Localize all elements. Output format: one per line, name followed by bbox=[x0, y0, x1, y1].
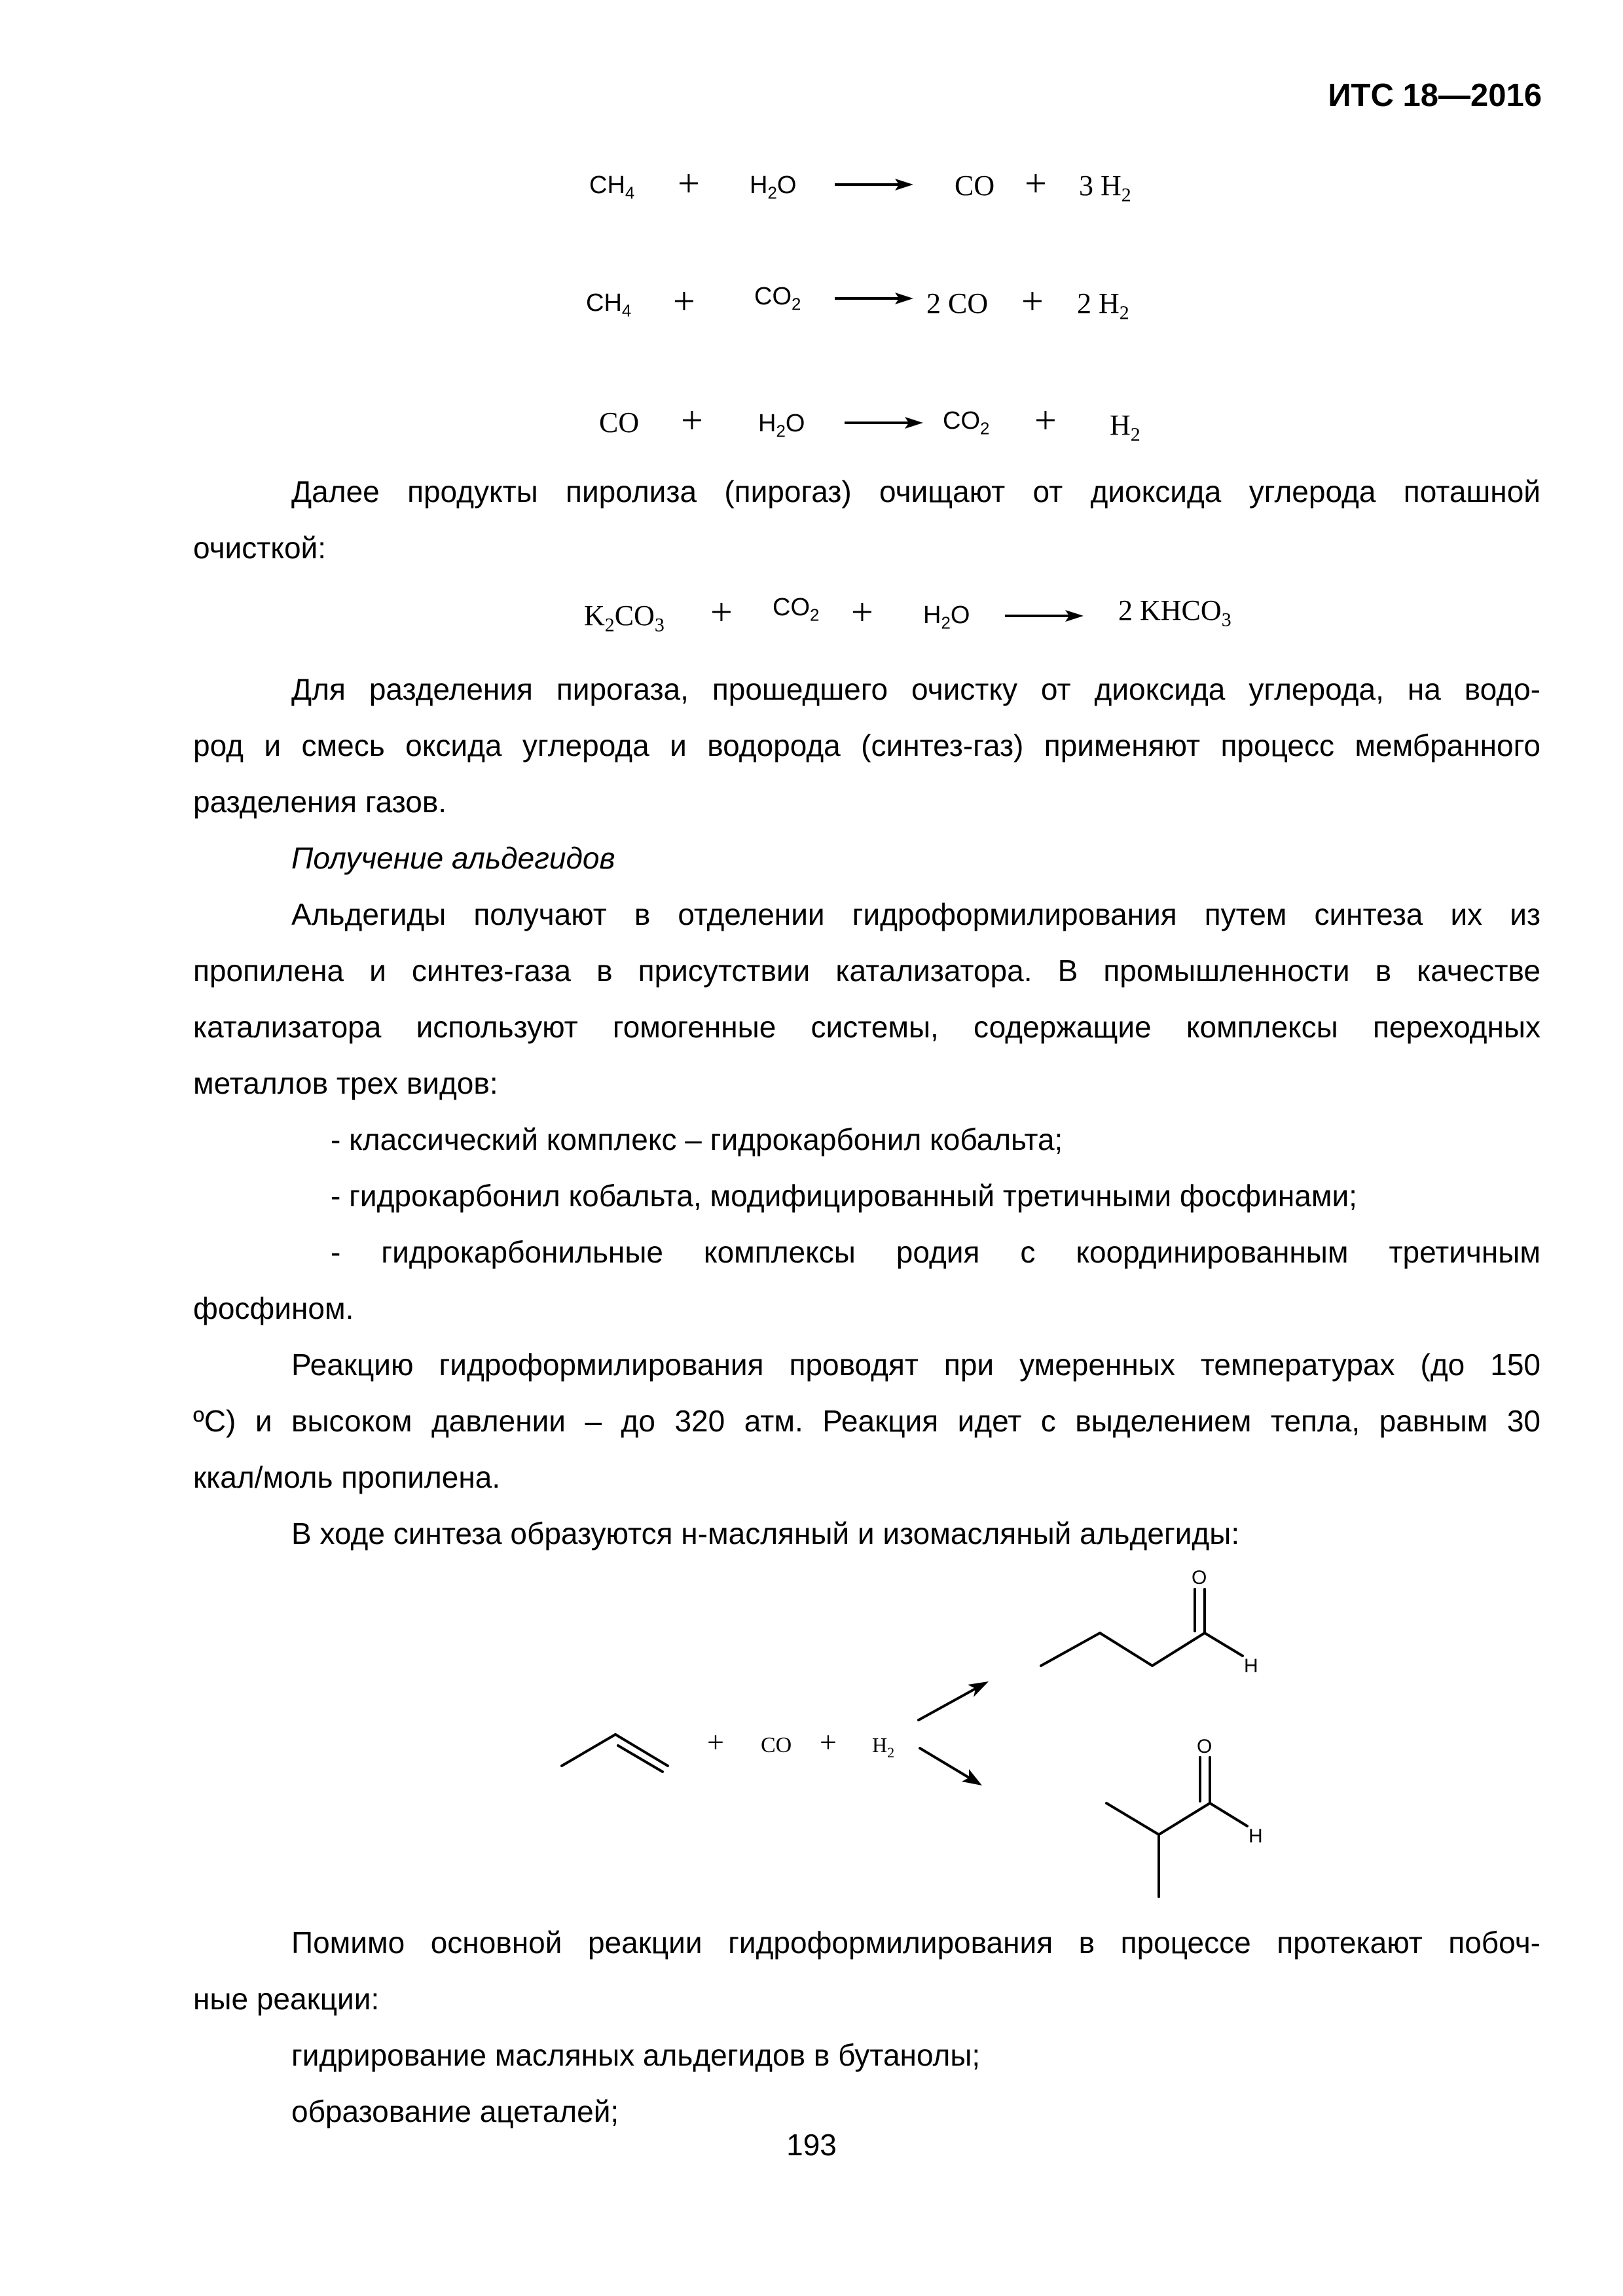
arrow-down-head bbox=[962, 1769, 982, 1785]
n-butanal-bond-3 bbox=[1152, 1633, 1205, 1666]
scheme-co: CO bbox=[761, 1733, 792, 1757]
equation-4: $K_2CO_3$ + $CO_2$ + $H_2O$ 2 $KHCO_3$ bbox=[584, 590, 1231, 636]
isobutanal-bond-1 bbox=[1106, 1803, 1159, 1835]
eq3-reactant-1: CO bbox=[599, 406, 640, 439]
n-butanal-hydrogen: H bbox=[1244, 1655, 1258, 1677]
side-reaction-2: образование ацеталей; bbox=[291, 2094, 619, 2128]
eq1-reactant-1: CH bbox=[589, 171, 625, 199]
eq4-reactant-1: K bbox=[584, 600, 605, 632]
paragraph-synthesis: В ходе синтеза образуются н-масляный и изомасляный альдегиды: bbox=[291, 1516, 1240, 1551]
eq1-product-1: CO bbox=[955, 170, 995, 202]
n-butanal-bond-2 bbox=[1100, 1633, 1152, 1666]
list-item-3-line-2: фосфином. bbox=[193, 1291, 354, 1325]
eq4-plus-1: + bbox=[710, 590, 733, 634]
eq3-product-1: CO bbox=[943, 407, 980, 435]
paragraph-separation-line-1: Для разделения пирогаза, прошедшего очистку от диоксида углерода, на водо- bbox=[291, 672, 1541, 706]
eq3-product-2: H bbox=[1110, 409, 1131, 441]
isobutanal-ch-bond bbox=[1210, 1803, 1247, 1826]
scheme-plus-1: + bbox=[707, 1725, 724, 1759]
isobutanal-oxygen: O bbox=[1197, 1736, 1213, 1757]
eq1-plus-2: + bbox=[1025, 162, 1047, 205]
eq3-reactant-2: H bbox=[758, 410, 776, 437]
side-reaction-1: гидрирование масляных альдегидов в бутанолы; bbox=[291, 2038, 981, 2072]
arrow-up-line bbox=[919, 1689, 976, 1720]
paragraph-side-reactions-line-2: ные реакции: bbox=[193, 1982, 380, 2016]
eq3-plus-1: + bbox=[681, 399, 703, 442]
equation-3: CO + $H_2O$ $CO_2$ + $H_2$ bbox=[599, 399, 1140, 446]
page-number: 193 bbox=[786, 2128, 837, 2162]
eq4-plus-2: + bbox=[851, 590, 873, 634]
list-item-2: - гидрокарбонил кобальта, модифицированный третичными фосфинами; bbox=[331, 1179, 1357, 1213]
eq4-reactant-2: CO bbox=[773, 594, 810, 621]
document-page: ИТС 18—2016 $CH_4$ + $H_2O$ CO + 3 $H_2$ $CH_4$ + $CO_2$ 2 CO + 2 $H_2$ CO + $H_2O$ $CO_2$ + $H_2$ Далее продукты пиролиза (пирогаз) очищают от диоксида углерода поташной очисткой: $K_2CO_3$ + $CO_2$ + $H_2O$ 2 $KHCO_3$ Для разделения пирогаза, прошедшего очистку от диоксида углерода, на водо- род и смесь оксида углерода и водорода (синтез-газ) применяют процесс мембранного разделения газов. Получение альдегидов Альдегиды получают в отделении гидроформилирования путем синтеза их из пропилена и синтез-газа в присутствии катализатора. В промышленности в качестве катализатора используют гомогенные системы, содержащие комплексы переходных металлов трех видов: - классический комплекс – гидрокарбонил кобальта; - гидрокарбонил кобальта, модифицированный третичными фосфинами; - гидрокарбонильные комплексы родия с координированным третичным фосфином. Реакцию гидроформилирования проводят при умеренных температурах (до 150 ºС) и высоком давлении – до 320 атм. Реакция идет с выделением тепла, равным 30 ккал/моль пропилена. В ходе синтеза образуются н-масляный и изомасляный альдегиды: + CO + $H_2$ O H O H Помимо основной реакции гидроформилирования в процессе протекают побоч- ные реакции: гидрирование масляных альдегидов в бутанолы; образование ацеталей; 193 bbox=[0, 0, 1623, 2296]
arrow-down-line bbox=[920, 1748, 969, 1778]
paragraph-aldehydes-line-3: катализатора используют гомогенные системы, содержащие комплексы переходных bbox=[193, 1010, 1541, 1044]
n-butanal-oxygen: O bbox=[1192, 1567, 1207, 1588]
eq1-product-2: 3 H bbox=[1079, 170, 1122, 202]
paragraph-aldehydes-line-4: металлов трех видов: bbox=[193, 1066, 498, 1100]
scheme-h2: $H_2$ bbox=[872, 1733, 895, 1761]
standard-code: ИТС 18—2016 bbox=[1328, 78, 1542, 113]
eq2-reactant-1: CH bbox=[586, 289, 622, 317]
scheme-plus-2: + bbox=[820, 1725, 837, 1759]
paragraph-aldehydes-line-2: пропилена и синтез-газа в присутствии катализатора. В промышленности в качестве bbox=[193, 954, 1541, 988]
eq1-reactant-2: H bbox=[750, 171, 768, 199]
eq2-product-2: 2 H bbox=[1077, 287, 1120, 319]
list-item-3-line-1: - гидрокарбонильные комплексы родия с координированным третичным bbox=[331, 1235, 1541, 1269]
eq2-reactant-2: CO bbox=[754, 283, 792, 310]
paragraph-separation-line-2: род и смесь оксида углерода и водорода (синтез-газ) применяют процесс мембранного bbox=[193, 728, 1541, 762]
paragraph-conditions-line-2: ºС) и высоком давлении – до 320 атм. Реакция идет с выделением тепла, равным 30 bbox=[193, 1404, 1541, 1438]
eq1-plus-1: + bbox=[678, 162, 700, 205]
n-butanal-bond-1 bbox=[1041, 1633, 1100, 1666]
paragraph-side-reactions-line-1: Помимо основной реакции гидроформилирования в процессе протекают побоч- bbox=[291, 1926, 1541, 1960]
eq3-plus-2: + bbox=[1034, 399, 1057, 442]
paragraph-conditions-line-1: Реакцию гидроформилирования проводят при умеренных температурах (до 150 bbox=[291, 1348, 1541, 1382]
paragraph-conditions-line-3: ккал/моль пропилена. bbox=[193, 1460, 501, 1494]
equation-1: $CH_4$ + $H_2O$ CO + 3 $H_2$ bbox=[589, 162, 1131, 206]
n-butanal-ch-bond bbox=[1205, 1633, 1243, 1656]
eq2-plus-1: + bbox=[673, 279, 695, 323]
paragraph-aldehydes-line-1: Альдегиды получают в отделении гидроформилирования путем синтеза их из bbox=[291, 897, 1541, 931]
equation-2: $CH_4$ + $CO_2$ 2 CO + 2 $H_2$ bbox=[586, 279, 1129, 324]
paragraph-separation-line-3: разделения газов. bbox=[193, 785, 447, 819]
eq2-product-1: 2 CO bbox=[926, 287, 989, 319]
arrow-up-head bbox=[968, 1681, 989, 1697]
section-heading: Получение альдегидов bbox=[291, 841, 615, 875]
isobutanal-bond-3 bbox=[1159, 1803, 1210, 1835]
eq2-plus-2: + bbox=[1021, 279, 1044, 323]
list-item-1: - классический комплекс – гидрокарбонил кобальта; bbox=[331, 1122, 1063, 1157]
eq4-reactant-3: H bbox=[923, 601, 941, 629]
eq4-product-1: 2 KHCO bbox=[1118, 594, 1222, 626]
isobutanal-hydrogen: H bbox=[1249, 1825, 1263, 1847]
propylene-single-bond bbox=[562, 1734, 615, 1766]
